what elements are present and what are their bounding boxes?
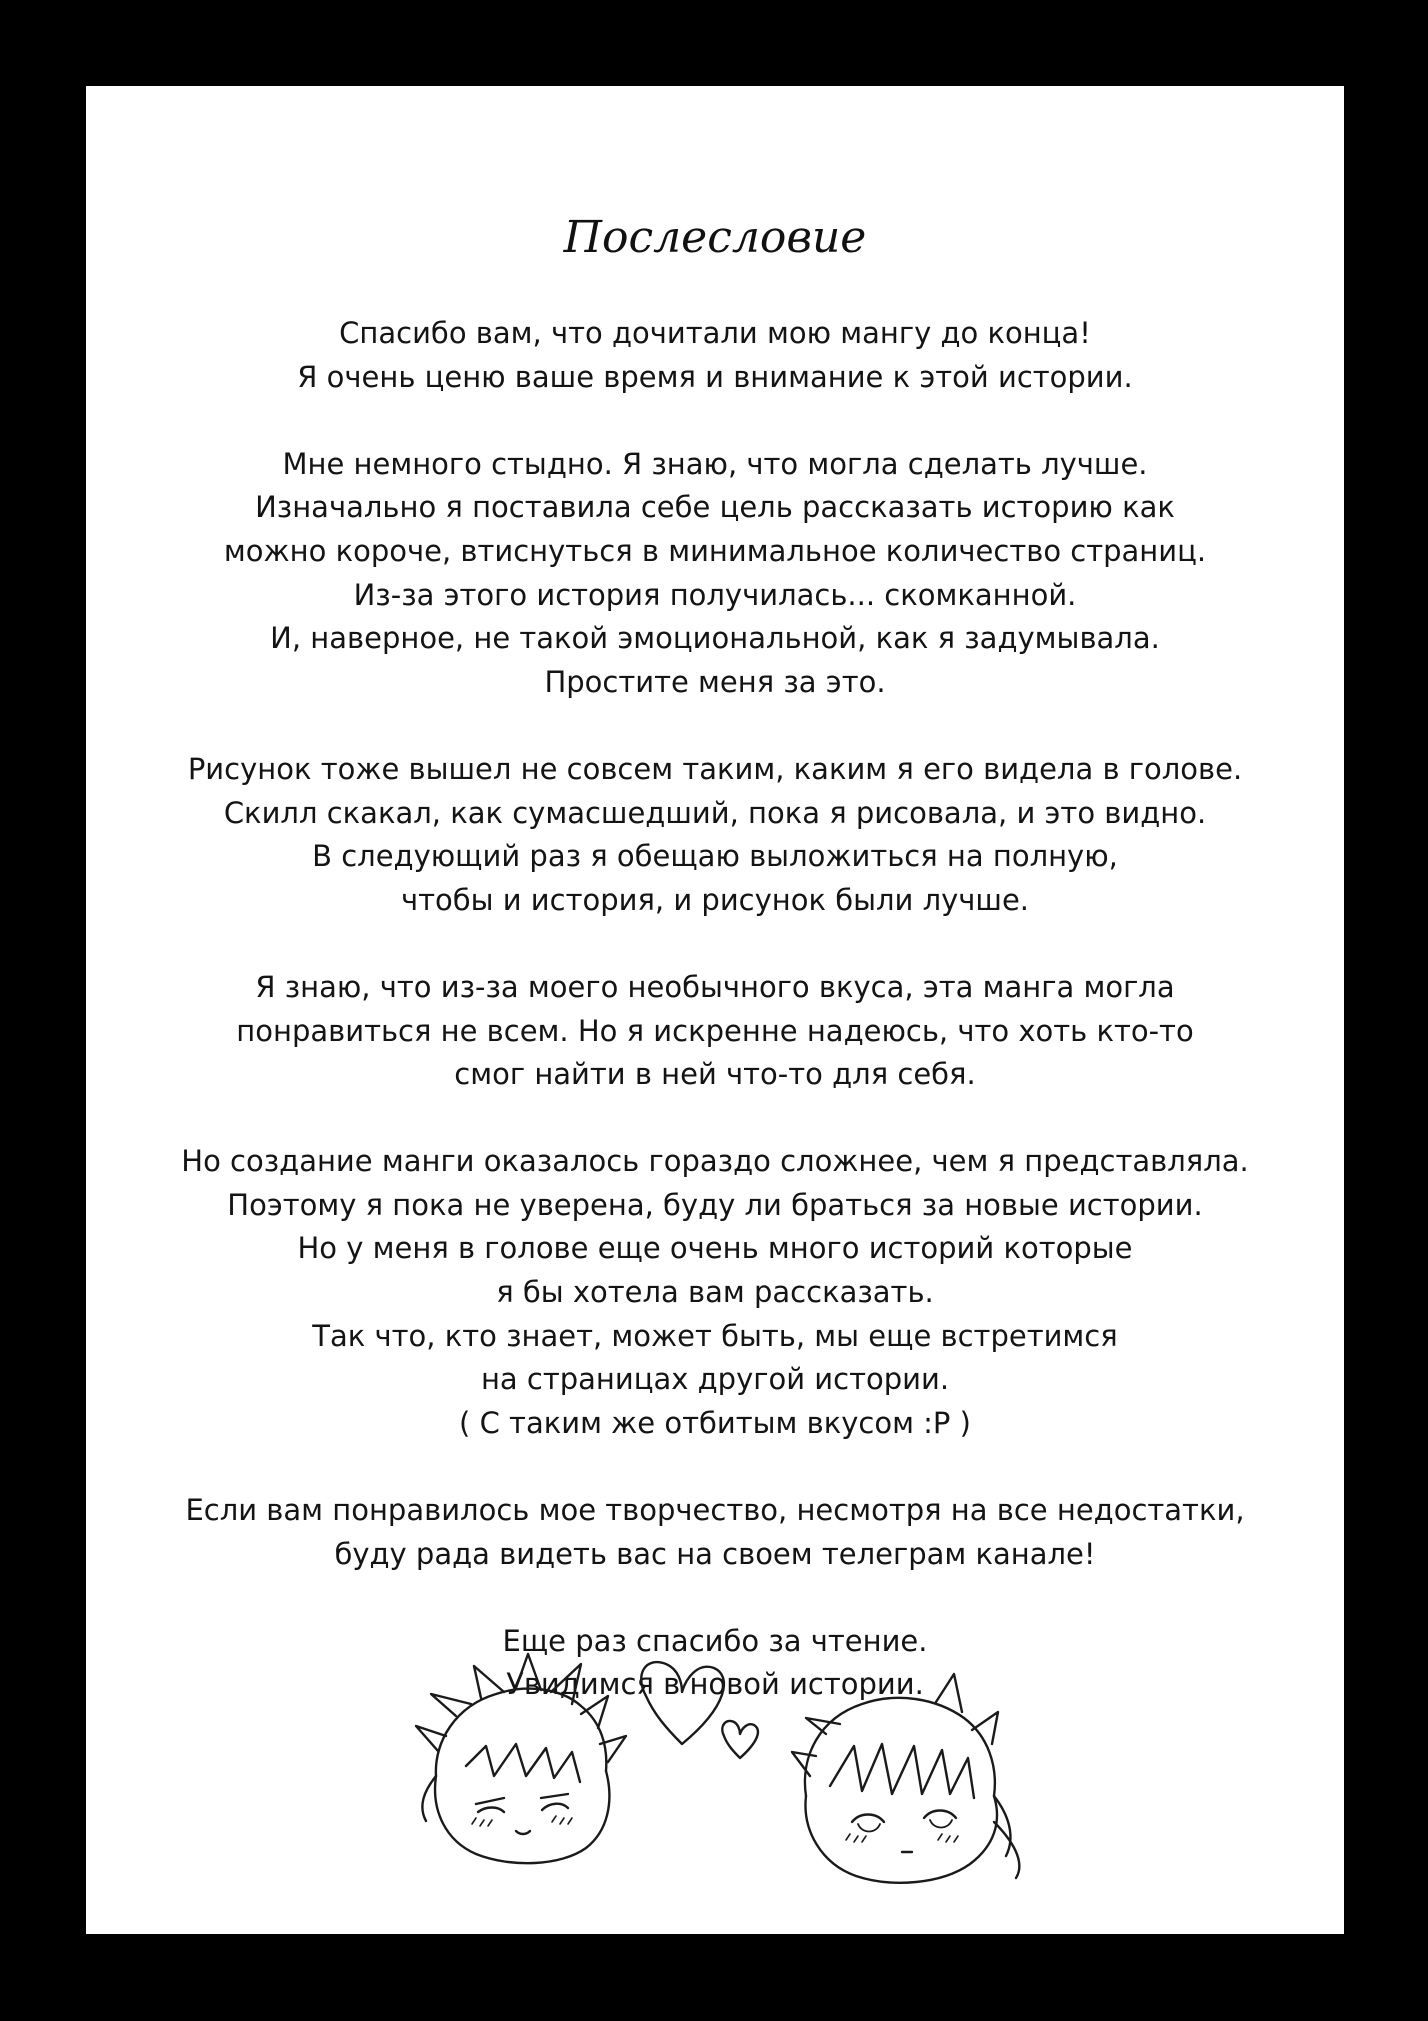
text-line: Спасибо вам, что дочитали мою мангу до конца! [339, 316, 1091, 350]
paragraph-3 [86, 748, 1344, 922]
text-line: Мне немного стыдно. Я знаю, что могла сделать лучше. [282, 446, 1148, 481]
text-line: я бы хотела вам рассказать. [496, 1275, 934, 1310]
paragraph-1 [86, 312, 1344, 399]
chibi-illustration [376, 1626, 1136, 1926]
text-line: Я знаю, что из-за моего необычного вкуса, эта манга могла [255, 969, 1175, 1004]
text-line: Но создание манги оказалось гораздо сложнее, чем я представляла. [181, 1144, 1249, 1179]
text-line: Поэтому я пока не уверена, буду ли браться за новые истории. [227, 1187, 1203, 1222]
text-line: на страницах другой истории. [480, 1362, 950, 1397]
text-line: можно короче, втиснуться в минимальное количество страниц. [223, 533, 1207, 568]
page-sheet [86, 86, 1344, 1934]
text-line: Если вам понравилось мое творчество, несмотря на все недостатки, [185, 1493, 1245, 1528]
paragraph-2 [86, 443, 1344, 705]
text-line: Так что, кто знает, может быть, мы еще встретимся [312, 1318, 1118, 1353]
text-line: чтобы и история, и рисунок были лучше. [400, 882, 1030, 917]
text-line: Скилл скакал, как сумасшедший, пока я рисовала, и это видно. [223, 795, 1207, 830]
text-line: Изначально я поставила себе цель рассказать историю как [255, 490, 1175, 525]
text-line: В следующий раз я обещаю выложиться на полную, [312, 839, 1118, 874]
text-line: Увидимся в новой истории. [506, 1667, 924, 1702]
small-heart-icon [722, 1721, 758, 1758]
paragraph-6 [86, 1489, 1344, 1576]
right-chibi-head [792, 1674, 1019, 1883]
left-chibi-head [416, 1654, 626, 1863]
afterword-text [86, 312, 1344, 1751]
text-line: Простите меня за это. [544, 664, 886, 699]
text-line: Еще раз спасибо за чтение. [502, 1623, 928, 1658]
text-line: ( С таким же отбитым вкусом :P ) [459, 1405, 971, 1440]
paragraph-4 [86, 966, 1344, 1097]
paragraph-5 [86, 1140, 1344, 1445]
text-line: И, наверное, не такой эмоциональной, как я задумывала. [270, 621, 1160, 656]
text-line: Из-за этого история получилась... скомканной. [353, 577, 1077, 612]
text-line: Я очень ценю ваше время и внимание к этой истории. [297, 359, 1133, 394]
text-line: смог найти в ней что-то для себя. [454, 1057, 976, 1092]
text-line: понравиться не всем. Но я искренне надеюсь, что хоть кто-то [236, 1013, 1194, 1048]
text-line: Но у меня в голове еще очень много историй которые [297, 1231, 1133, 1266]
text-line: буду рада видеть вас на своем телеграм канале! [334, 1536, 1096, 1571]
heart-icon [641, 1662, 724, 1744]
text-line: Рисунок тоже вышел не совсем таким, каким я его видела в голове. [187, 751, 1243, 786]
page-title: Послесловие [563, 212, 867, 263]
